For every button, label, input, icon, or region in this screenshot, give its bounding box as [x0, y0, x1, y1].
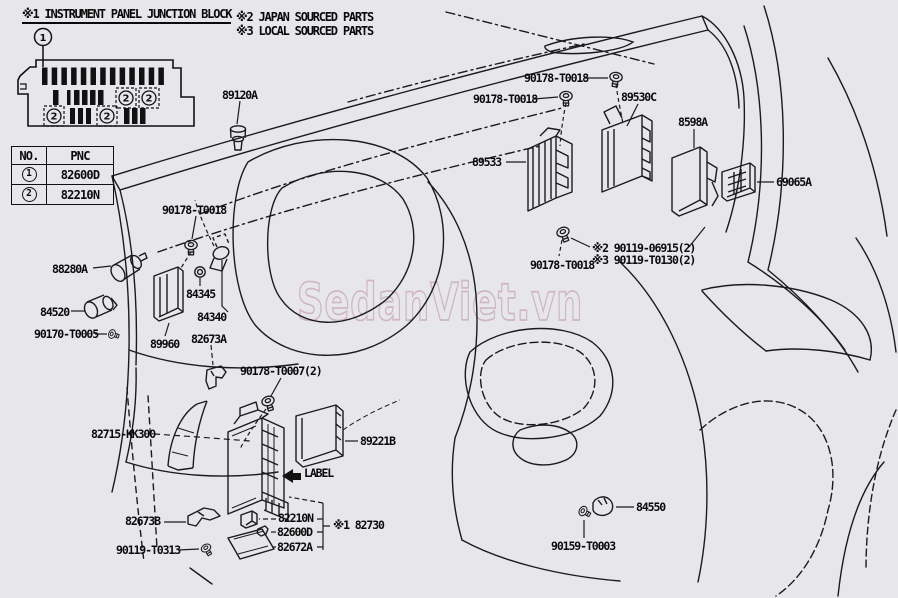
part-label-90159-t0003: 90159-T0003: [551, 539, 616, 553]
part-label-90178-t0018-1: 90178-T0018: [524, 71, 589, 85]
key-cylinder-icon: [195, 234, 231, 277]
legend-note-1: ※1 INSTRUMENT PANEL JUNCTION BLOCK: [22, 7, 231, 24]
row-number-badge: 1: [22, 167, 37, 182]
plate-82672a-icon: [228, 529, 274, 559]
part-label-82672a: 82672A: [277, 540, 312, 554]
junction-block-icon: [228, 402, 288, 520]
part-label-82600d: 82600D: [277, 525, 312, 539]
marker-number: 2: [122, 93, 130, 105]
part-label-90178-t0007: 90178-T0007(2): [240, 364, 322, 378]
part-label-89530c: 89530C: [621, 90, 656, 104]
part-label-90119-06915: ※2 90119-06915(2): [592, 241, 696, 255]
fuse-bars-row1: [42, 68, 164, 86]
part-label-82715-kk300: 82715-KK300: [91, 427, 156, 441]
pnc-value: 82210N: [47, 185, 114, 205]
relay-8598a-icon: [672, 147, 718, 216]
clip-84550-icon: [593, 497, 613, 515]
ecu-89530c-icon: [602, 106, 652, 192]
pnc-value: 82600D: [47, 165, 114, 185]
table-row: [12, 165, 114, 185]
part-label-89221b: 89221B: [360, 434, 395, 448]
part-label-84345: 84345: [186, 287, 216, 301]
marker-number: 2: [145, 93, 153, 105]
part-label-89120a: 89120A: [222, 88, 257, 102]
row-number-badge: 2: [22, 187, 37, 202]
bracket-82715-icon: [168, 401, 207, 470]
junction-block-inset: [18, 29, 194, 127]
callout-number: 1: [39, 32, 47, 44]
pnc-table: [11, 146, 114, 205]
part-label-82673b: 82673B: [125, 514, 160, 528]
connector-82210n-icon: [241, 511, 257, 528]
clip-82673b-icon: [188, 508, 220, 526]
pnc-table-header-pnc: PNC: [47, 147, 114, 165]
part-label-82210n: 82210N: [278, 511, 313, 525]
part-label-89533: 89533: [472, 155, 502, 169]
part-label-88280a: 88280A: [52, 262, 87, 276]
part-label-69065a: 69065A: [776, 175, 811, 189]
part-label-90178-t0018-2: 90178-T0018: [473, 92, 538, 106]
pnc-table-header-no: NO.: [12, 147, 47, 165]
part-label-89960: 89960: [150, 337, 180, 351]
part-label-90178-t0018-4: 90178-T0018: [530, 258, 595, 272]
legend-note-2: ※2 JAPAN SOURCED PARTS: [236, 10, 373, 24]
legend-note-3: ※3 LOCAL SOURCED PARTS: [236, 24, 373, 38]
label-arrow-icon: [282, 469, 301, 483]
part-label-90178-t0018-3: 90178-T0018: [162, 203, 227, 217]
marker-number: 2: [103, 111, 111, 123]
connector-69065a-icon: [722, 163, 755, 201]
part-label-8598a: 8598A: [678, 115, 708, 129]
part-label-84550: 84550: [636, 500, 666, 514]
ecu-89221b-icon: [296, 405, 343, 467]
clip-82673a-icon: [206, 366, 226, 389]
part-label-84340: 84340: [197, 310, 227, 324]
part-label-82673a: 82673A: [191, 332, 226, 346]
part-label-82730: ※1 82730: [333, 518, 384, 532]
marker-number: 2: [50, 111, 58, 123]
part-label-label-callout: LABEL: [304, 466, 334, 480]
switch-84520-icon: [82, 295, 117, 320]
fuse-bars-row2: [53, 90, 104, 105]
table-row: [12, 185, 114, 205]
watermark-text: SedanViet.vn: [297, 273, 583, 333]
ecu-89960-icon: [154, 267, 183, 321]
part-label-90170-t0005: 90170-T0005: [34, 327, 99, 341]
part-label-84520: 84520: [40, 305, 70, 319]
part-label-90119-t0313: 90119-T0313: [116, 543, 181, 557]
part-label-90119-t0130: ※3 90119-T0130(2): [592, 253, 696, 267]
ecu-89533-icon: [528, 128, 572, 211]
